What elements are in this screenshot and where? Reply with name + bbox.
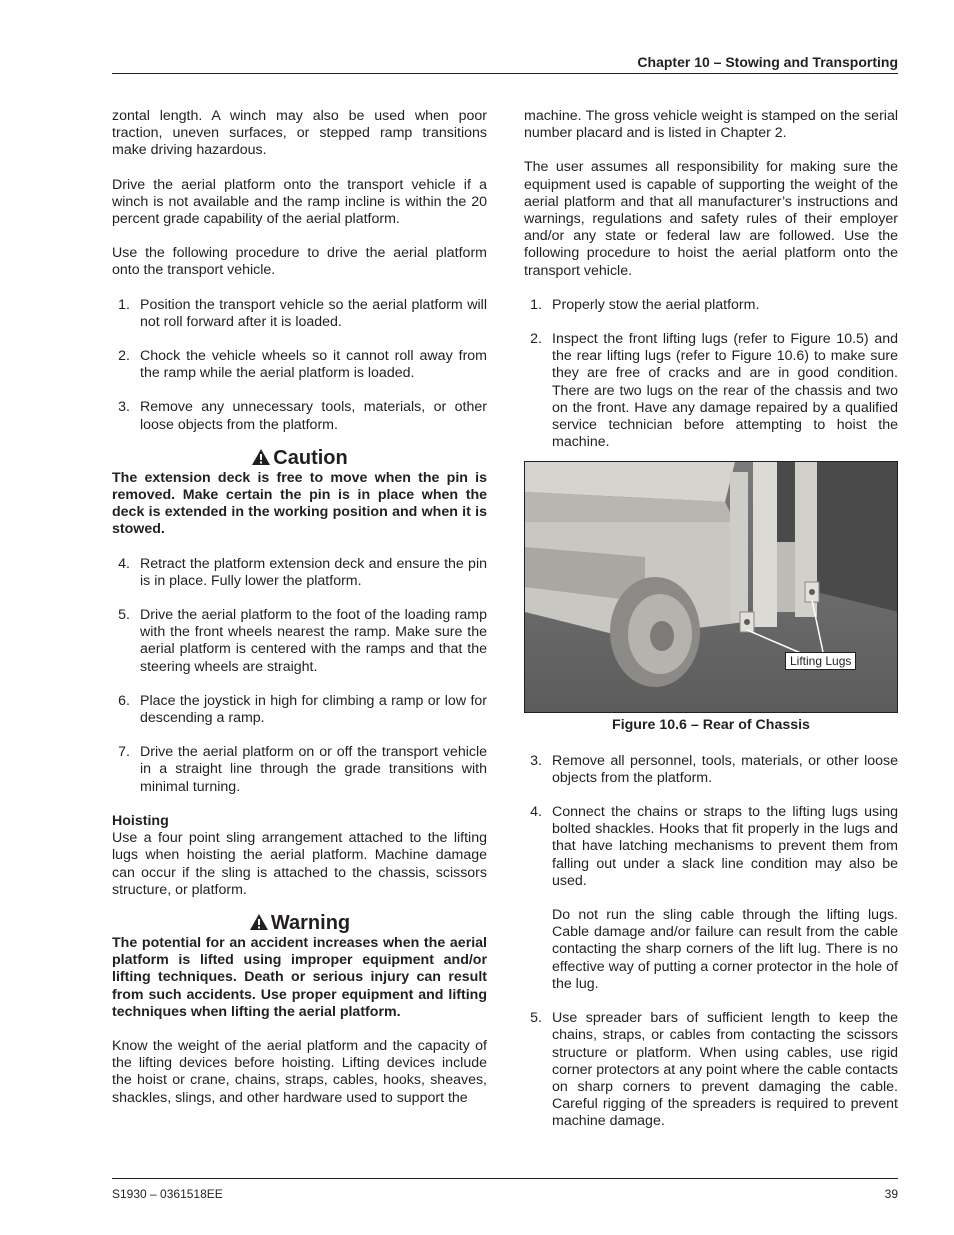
step-number: 3. [530, 752, 542, 769]
step-text: Inspect the front lifting lugs (refer to Figure 10.5) and the rear lifting lugs (refer to Figure 10.6) to make sure they are free of cracks and are in good condition. There are two lugs on the rear of the chassis and two on the front. Have any damage repaired by a qualified service technician before attempting to hoist the machine. [552, 331, 898, 451]
hoisting-paragraph: Use a four point sling arrangement attached to the lifting lugs when hoisting the aerial platform. Machine damage can occur if the sling is attached to the chassis, scissors structure, or platform. [112, 830, 487, 898]
sling-cable-note: Do not run the sling cable through the lifting lugs. Cable damage and/or failure can result from the cable contacting the sharp corners of the lift lug. There is no effective way of putting a corner protector in the hole of the lug. [552, 907, 898, 992]
hoist-step-1 [524, 297, 898, 314]
step-number: 1. [118, 296, 130, 313]
hoist-step-4 [524, 804, 898, 890]
step-text: Drive the aerial platform on or off the transport vehicle in a straight line through the grade transitions with minimal turning. [140, 744, 487, 795]
step-number: 4. [530, 804, 542, 821]
hoist-step-3 [524, 753, 898, 787]
lifting-lugs-label: Lifting Lugs [785, 652, 856, 670]
step-1 [112, 297, 487, 331]
header-rule [112, 73, 898, 74]
step-text: Use spreader bars of sufficient length to keep the chains, straps, or cables from contacting the scissors structure or platform. When using cables, use rigid corner protectors at any point where the cable contacts on sharp corners to prevent damaging the cable. Careful rigging of the spreaders is required to prevent machine damage. [552, 1010, 898, 1130]
chassis-illustration [525, 462, 898, 713]
caution-body: The extension deck is free to move when the pin is removed. Make certain the pin is in place when the deck is extended in the working position and when it is stowed. [112, 469, 487, 538]
step-text: Properly stow the aerial platform. [552, 296, 760, 313]
chassis-photo [524, 461, 898, 713]
step-text: Connect the chains or straps to the lifting lugs using bolted shackles. Hooks that fit properly in the lugs and that have latching mechanisms to prevent them from falling out under a slack line condition may also be used. [552, 804, 898, 889]
step-3 [112, 399, 487, 433]
step-7 [112, 744, 487, 796]
step-number: 5. [530, 1010, 542, 1027]
weight-paragraph: machine. The gross vehicle weight is stamped on the serial number placard and is listed in Chapter 2. [524, 108, 898, 142]
step-number: 6. [118, 692, 130, 709]
caution-icon [251, 448, 271, 466]
document-id: S1930 – 0361518EE [112, 1187, 223, 1201]
step-number: 4. [118, 555, 130, 572]
step-4 [112, 556, 487, 590]
drive-paragraph: Drive the aerial platform onto the transport vehicle if a winch is not available and the ramp incline is within the 20 percent grade capability of the aerial platform. [112, 176, 487, 228]
step-text: Retract the platform extension deck and ensure the pin is in place. Fully lower the platform. [140, 555, 487, 589]
procedure-intro: Use the following procedure to drive the aerial platform onto the transport vehicle. [112, 245, 487, 279]
caution-heading [112, 446, 487, 470]
step-number: 2. [118, 348, 130, 365]
warning-body: The potential for an accident increases when the aerial platform is lifted using improper equipment and/or lifting techniques. Death or serious injury can result from such accidents. Use proper equipment and lifting techniques when lifting the aerial platform. [112, 934, 487, 1020]
hoist-step-2 [524, 331, 898, 451]
hoisting-heading: Hoisting [112, 812, 169, 829]
step-6 [112, 693, 487, 727]
warning-title: Warning [270, 911, 351, 934]
step-text: Remove any unnecessary tools, materials, or other loose objects from the platform. [140, 399, 487, 433]
figure-caption: Figure 10.6 – Rear of Chassis [612, 717, 810, 734]
step-text: Position the transport vehicle so the aerial platform will not roll forward after it is loaded. [140, 296, 487, 330]
step-text: Chock the vehicle wheels so it cannot roll away from the ramp while the aerial platform is loaded. [140, 348, 487, 382]
intro-paragraph: zontal length. A winch may also be used when poor traction, uneven surfaces, or stepped ramp transitions make driving hazardous. [112, 108, 487, 159]
left-column [112, 108, 487, 1107]
warning-icon [249, 913, 269, 931]
step-number: 5. [118, 607, 130, 624]
step-number: 1. [530, 296, 542, 313]
step-number: 2. [530, 331, 542, 348]
responsibility-paragraph: The user assumes all responsibility for making sure the equipment used is capable of supporting the weight of the aerial platform and that all manufacturer’s instructions and warnings, regulations and safety rules of their employer and/or any state or federal law are followed. Use the following procedure to hoist the aerial platform onto the transport vehicle. [524, 159, 898, 279]
footer-rule [112, 1178, 898, 1179]
step-2 [112, 348, 487, 382]
capacity-paragraph: Know the weight of the aerial platform and the capacity of the lifting devices before hoisting. Lifting devices include the hoist or crane, chains, straps, cables, hooks, sheaves, shackles, slings, and other hardware used to support the [112, 1037, 487, 1106]
step-number: 3. [118, 399, 130, 416]
page-number: 39 [884, 1187, 898, 1201]
warning-heading [112, 911, 487, 935]
hoist-step-5 [524, 1010, 898, 1130]
step-5 [112, 607, 487, 676]
step-text: Drive the aerial platform to the foot of the loading ramp with the front wheels nearest the ramp. Make sure the aerial platform is centered with the ramps and that the steering wheels are straight. [140, 607, 487, 675]
right-column [524, 108, 898, 1148]
chapter-header: Chapter 10 – Stowing and Transporting [637, 54, 898, 70]
caution-title: Caution [273, 446, 348, 469]
step-text: Remove all personnel, tools, materials, or other loose objects from the platform. [552, 752, 898, 786]
step-number: 7. [118, 744, 130, 761]
step-text: Place the joystick in high for climbing a ramp or low for descending a ramp. [140, 692, 487, 727]
